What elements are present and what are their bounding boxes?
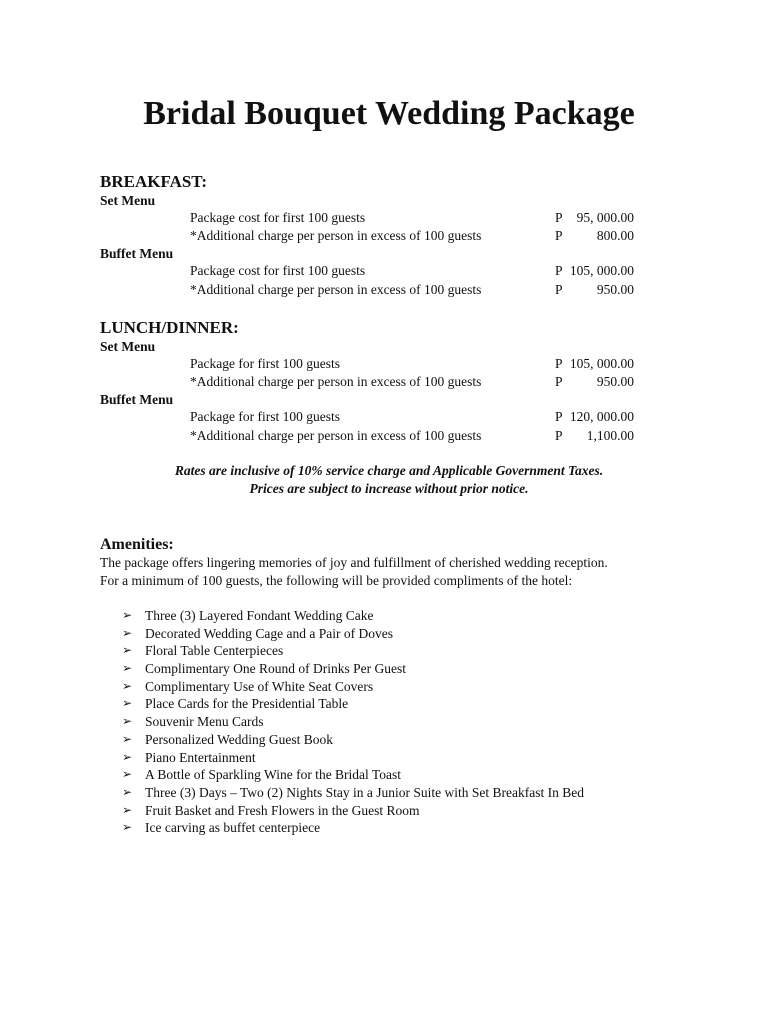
amenities-list <box>122 607 584 837</box>
price-row <box>0 209 768 227</box>
list-item-text: Fruit Basket and Fresh Flowers in the Guest Room <box>145 802 420 818</box>
price-row-amount: 1,100.00 <box>586 428 634 443</box>
list-item <box>122 713 584 731</box>
list-item <box>122 802 584 820</box>
price-row-description: *Additional charge per person in excess of 100 guests <box>190 228 482 243</box>
price-row-currency: P <box>555 263 563 278</box>
list-item <box>122 749 584 767</box>
price-row-amount: 120, 000.00 <box>569 409 634 424</box>
breakfast-buffet-menu-label: Buffet Menu <box>100 246 174 261</box>
list-item-text: Personalized Wedding Guest Book <box>145 731 334 747</box>
list-item-text: Decorated Wedding Cage and a Pair of Doves <box>145 625 393 641</box>
arrowhead-bullet-icon: ➢ <box>122 749 133 764</box>
list-item <box>122 819 584 837</box>
list-item-text: Souvenir Menu Cards <box>145 714 264 730</box>
price-row-currency: P <box>555 228 563 243</box>
price-row-currency: P <box>555 210 563 225</box>
list-item <box>122 642 584 660</box>
amenities-heading: Amenities: <box>100 536 174 553</box>
price-row <box>0 355 768 373</box>
arrowhead-bullet-icon: ➢ <box>122 625 133 640</box>
list-item <box>122 731 584 749</box>
prices-note: Prices are subject to increase without prior notice. <box>249 481 529 496</box>
list-item-text: Ice carving as buffet centerpiece <box>145 820 321 836</box>
amenities-intro-line2: For a minimum of 100 guests, the following will be provided compliments of the hotel: <box>100 573 573 588</box>
price-row <box>0 227 768 245</box>
arrowhead-bullet-icon: ➢ <box>122 784 133 799</box>
rates-note: Rates are inclusive of 10% service charge and Applicable Government Taxes. <box>174 463 604 478</box>
price-row-currency: P <box>555 374 563 389</box>
price-row-currency: P <box>555 356 563 371</box>
list-item <box>122 784 584 802</box>
list-item-text: Piano Entertainment <box>145 749 256 765</box>
price-row-amount: 800.00 <box>596 228 634 243</box>
price-row-description: *Additional charge per person in excess of 100 guests <box>190 428 482 443</box>
list-item <box>122 695 584 713</box>
arrowhead-bullet-icon: ➢ <box>122 608 133 622</box>
price-row <box>0 408 768 426</box>
list-item <box>122 678 584 696</box>
list-item-text: Complimentary Use of White Seat Covers <box>145 678 374 694</box>
breakfast-set-menu-label: Set Menu <box>100 193 156 208</box>
price-row <box>0 427 768 445</box>
list-item-text: A Bottle of Sparkling Wine for the Bridal Toast <box>145 767 401 783</box>
price-row-amount: 950.00 <box>596 282 634 297</box>
price-row-description: *Additional charge per person in excess of 100 guests <box>190 282 482 297</box>
list-item <box>122 625 584 643</box>
price-row-description: Package for first 100 guests <box>190 356 340 371</box>
arrowhead-bullet-icon: ➢ <box>122 661 133 676</box>
price-row-description: Package cost for first 100 guests <box>190 210 366 225</box>
lunch-dinner-heading: LUNCH/DINNER: <box>100 318 239 337</box>
arrowhead-bullet-icon: ➢ <box>122 643 133 658</box>
price-row <box>0 262 768 280</box>
price-row <box>0 373 768 391</box>
list-item-text: Three (3) Days – Two (2) Nights Stay in a Junior Suite with Set Breakfast In Bed <box>145 784 584 800</box>
arrowhead-bullet-icon: ➢ <box>122 678 133 693</box>
list-item-text: Three (3) Layered Fondant Wedding Cake <box>145 608 374 623</box>
price-row-amount: 105, 000.00 <box>569 356 634 371</box>
page-title: Bridal Bouquet Wedding Package <box>143 95 635 132</box>
list-item <box>122 660 584 678</box>
price-row-currency: P <box>555 409 563 424</box>
arrowhead-bullet-icon: ➢ <box>122 714 133 729</box>
list-item-text: Floral Table Centerpieces <box>145 643 284 659</box>
list-item <box>122 766 584 784</box>
amenities-intro-line1: The package offers lingering memories of joy and fulfillment of cherished wedding reception. <box>100 555 608 570</box>
price-row-currency: P <box>555 282 563 297</box>
arrowhead-bullet-icon: ➢ <box>122 802 133 817</box>
arrowhead-bullet-icon: ➢ <box>122 731 133 746</box>
price-row-description: *Additional charge per person in excess of 100 guests <box>190 374 482 389</box>
arrowhead-bullet-icon: ➢ <box>122 820 133 835</box>
lunch-buffet-menu-label: Buffet Menu <box>100 392 174 407</box>
price-row-amount: 105, 000.00 <box>569 263 634 278</box>
price-row-description: Package for first 100 guests <box>190 409 340 424</box>
list-item-text: Complimentary One Round of Drinks Per Guest <box>145 661 406 677</box>
price-row-amount: 95, 000.00 <box>576 210 634 225</box>
lunch-set-menu-label: Set Menu <box>100 339 156 354</box>
breakfast-heading: BREAKFAST: <box>100 172 208 191</box>
price-row-amount: 950.00 <box>596 374 634 389</box>
price-row <box>0 281 768 299</box>
arrowhead-bullet-icon: ➢ <box>122 767 133 782</box>
arrowhead-bullet-icon: ➢ <box>122 696 133 711</box>
list-item-text: Place Cards for the Presidential Table <box>145 696 349 712</box>
list-item <box>122 607 584 625</box>
price-row-currency: P <box>555 428 563 443</box>
price-row-description: Package cost for first 100 guests <box>190 263 366 278</box>
